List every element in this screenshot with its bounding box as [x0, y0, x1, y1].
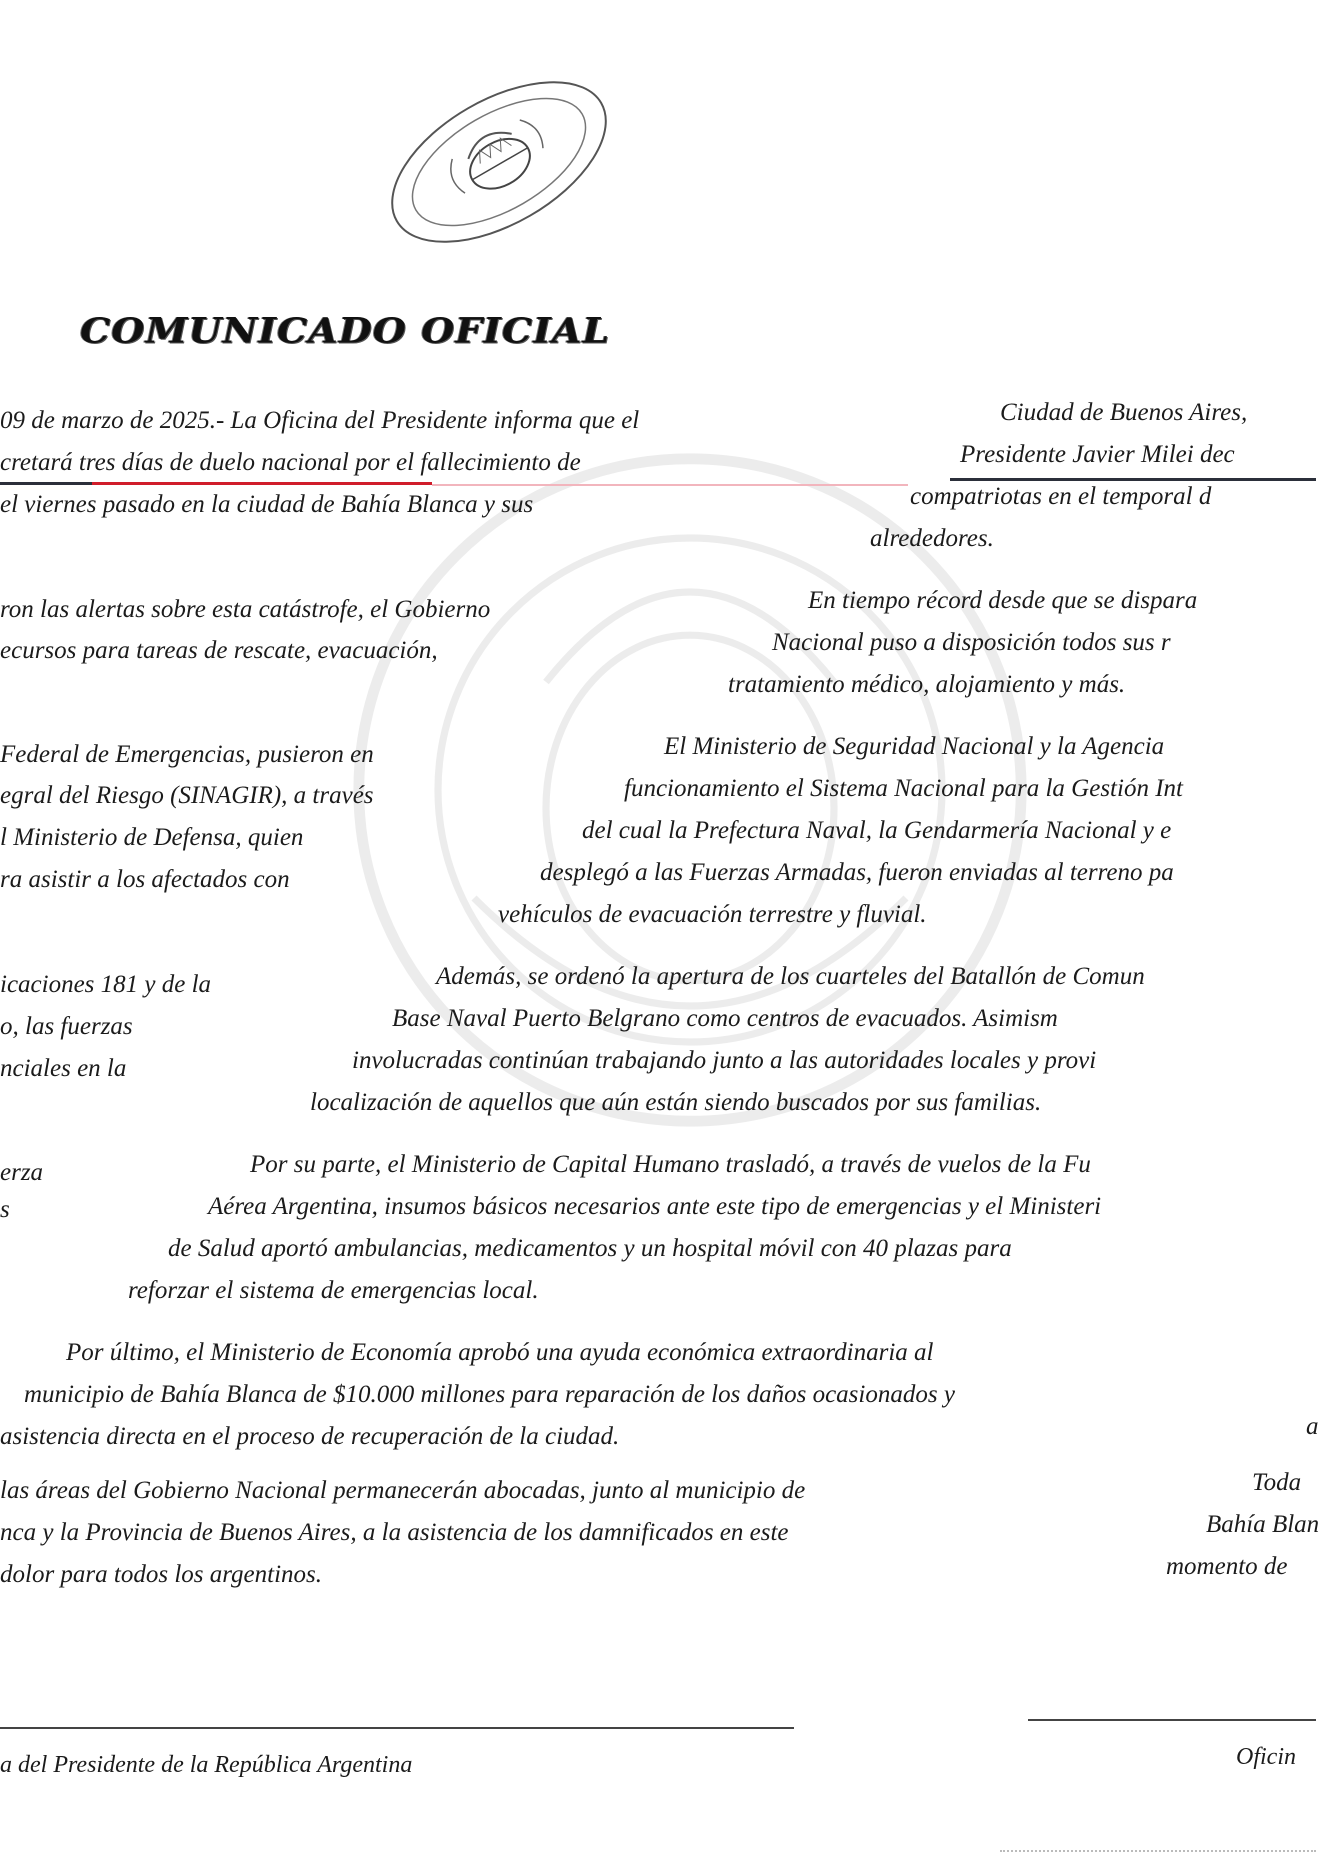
body-line: Bahía Blan [1206, 1511, 1319, 1538]
body-line: 09 de marzo de 2025.- La Oficina del Presidente informa que el [0, 407, 640, 434]
body-line: Toda [1252, 1469, 1302, 1496]
body-line: icaciones 181 y de la [0, 971, 212, 998]
body-line: erza [0, 1159, 44, 1186]
body-line: a [1306, 1413, 1319, 1440]
presidential-seal-icon [354, 62, 644, 262]
body-line: Nacional puso a disposición todos sus r [772, 629, 1171, 656]
bottom-dotted-rule [1000, 1850, 1316, 1854]
body-line: s [0, 1196, 10, 1223]
body-line: compatriotas en el temporal d [910, 483, 1212, 510]
signature-left: a del Presidente de la República Argentina [0, 1752, 413, 1778]
underline-mark [92, 482, 432, 485]
body-line: Por último, el Ministerio de Economía aprobó una ayuda económica extraordinaria al [66, 1339, 934, 1366]
body-line: funcionamiento el Sistema Nacional para la Gestión Int [624, 775, 1183, 802]
body-line: reforzar el sistema de emergencias local. [128, 1277, 539, 1304]
body-line: tratamiento médico, alojamiento y más. [728, 671, 1126, 698]
underline-mark [950, 478, 1316, 481]
body-line: ra asistir a los afectados con [0, 866, 290, 893]
body-line: alrededores. [870, 525, 994, 552]
body-line: desplegó a las Fuerzas Armadas, fueron enviadas al terreno pa [540, 859, 1174, 886]
body-line: las áreas del Gobierno Nacional permanecerán abocadas, junto al municipio de [0, 1477, 806, 1504]
signature-rule [0, 1727, 794, 1729]
body-line: nca y la Provincia de Buenos Aires, a la asistencia de los damnificados en este [0, 1519, 789, 1546]
body-line: involucradas continúan trabajando junto a las autoridades locales y provi [352, 1047, 1097, 1074]
body-line: localización de aquellos que aún están siendo buscados por sus familias. [310, 1089, 1042, 1116]
body-line: Federal de Emergencias, pusieron en [0, 741, 374, 768]
body-line: ecursos para tareas de rescate, evacuación, [0, 637, 438, 664]
body-line: dolor para todos los argentinos. [0, 1561, 323, 1588]
body-line: En tiempo récord desde que se dispara [808, 587, 1198, 614]
body-line: o, las fuerzas [0, 1013, 133, 1040]
body-line: momento de [1166, 1553, 1288, 1580]
body-line: Ciudad de Buenos Aires, [1000, 399, 1248, 426]
body-line: el viernes pasado en la ciudad de Bahía Blanca y sus [0, 491, 534, 518]
body-line: municipio de Bahía Blanca de $10.000 millones para reparación de los daños ocasionados y [24, 1381, 955, 1408]
body-line: asistencia directa en el proceso de recuperación de la ciudad. [0, 1423, 620, 1450]
document-title: COMUNICADO OFICIAL [80, 310, 611, 351]
body-line: l Ministerio de Defensa, quien [0, 824, 304, 851]
body-line: El Ministerio de Seguridad Nacional y la Agencia [664, 733, 1165, 760]
body-line: Aérea Argentina, insumos básicos necesarios ante este tipo de emergencias y el Ministeri [208, 1193, 1102, 1220]
body-line: del cual la Prefectura Naval, la Gendarmería Nacional y e [582, 817, 1172, 844]
signature-right: Oficin [1236, 1744, 1296, 1770]
body-line: Base Naval Puerto Belgrano como centros de evacuados. Asimism [392, 1005, 1058, 1032]
body-line: Presidente Javier Milei dec [960, 441, 1235, 468]
signature-rule [1028, 1719, 1316, 1721]
underline-mark [0, 482, 92, 485]
body-line: Además, se ordenó la apertura de los cuarteles del Batallón de Comun [436, 963, 1145, 990]
body-line: Por su parte, el Ministerio de Capital Humano trasladó, a través de vuelos de la Fu [250, 1151, 1091, 1178]
body-line: de Salud aportó ambulancias, medicamentos y un hospital móvil con 40 plazas para [168, 1235, 1012, 1262]
underline-mark [432, 484, 908, 486]
body-line: vehículos de evacuación terrestre y fluvial. [498, 901, 927, 928]
body-line: nciales en la [0, 1055, 127, 1082]
body-line: cretará tres días de duelo nacional por el fallecimiento de [0, 449, 581, 476]
body-line: ron las alertas sobre esta catástrofe, el Gobierno [0, 596, 491, 623]
body-line: egral del Riesgo (SINAGIR), a través [0, 782, 374, 809]
